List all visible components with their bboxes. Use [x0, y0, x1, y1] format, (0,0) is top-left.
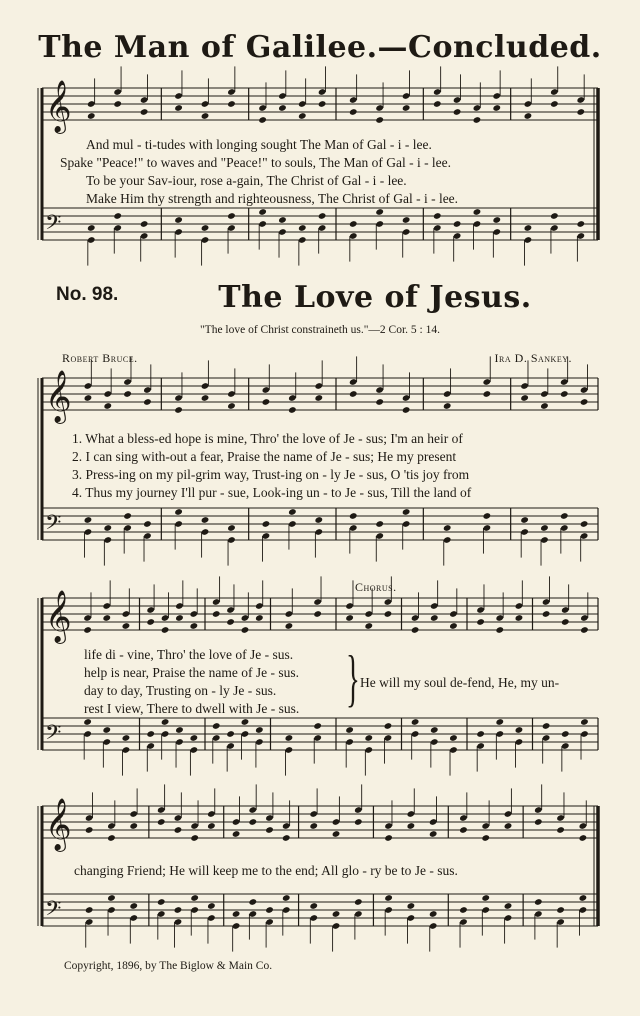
notehead — [84, 394, 93, 402]
notehead — [495, 718, 504, 726]
verse-brace: } — [346, 642, 360, 713]
treble-clef: 𝄞 — [45, 589, 72, 642]
hymn-title: The Love of Jesus. — [218, 280, 532, 315]
notehead — [314, 516, 323, 524]
notehead — [542, 610, 551, 618]
notehead — [278, 216, 287, 224]
notehead — [318, 212, 327, 220]
notehead — [102, 726, 111, 734]
notehead — [85, 906, 94, 914]
notehead — [402, 406, 411, 414]
notehead — [407, 902, 416, 910]
notehead — [123, 390, 132, 398]
notehead — [349, 108, 358, 116]
notehead — [384, 722, 393, 730]
notehead — [580, 626, 589, 634]
notehead — [364, 622, 373, 630]
notehead — [560, 512, 569, 520]
notehead — [282, 834, 291, 842]
copyright: Copyright, 1896, by The Biglow & Main Co. — [64, 960, 273, 972]
notehead — [402, 508, 411, 516]
notehead — [288, 406, 297, 414]
top-verse-line: And mul - ti-tudes with longing sought The Man of Gal - i - lee. — [86, 137, 432, 152]
notehead — [265, 906, 274, 914]
notehead — [146, 730, 155, 738]
notehead — [241, 718, 250, 726]
notehead — [129, 902, 138, 910]
notehead — [226, 618, 235, 626]
notehead — [207, 902, 216, 910]
notehead — [579, 834, 588, 842]
notehead — [123, 512, 132, 520]
notehead — [258, 116, 267, 124]
notehead — [384, 610, 393, 618]
top-hymn-verses — [60, 136, 459, 208]
verse-line: day to day, Trusting on - ly Je - sus. — [84, 683, 277, 698]
notehead — [349, 220, 358, 228]
notehead — [540, 524, 549, 532]
notehead — [402, 104, 411, 112]
notehead — [481, 894, 490, 902]
notehead — [309, 822, 318, 830]
bass-clef: 𝄢 — [45, 896, 62, 927]
notehead — [520, 516, 529, 524]
notehead — [433, 100, 442, 108]
notehead — [87, 112, 96, 120]
notehead — [473, 208, 482, 216]
notehead — [524, 112, 533, 120]
verses-part1 — [72, 430, 471, 502]
notehead — [561, 618, 570, 626]
notehead — [85, 826, 94, 834]
notehead — [227, 212, 236, 220]
notehead — [561, 730, 570, 738]
notehead — [576, 220, 585, 228]
notehead — [288, 508, 297, 516]
notehead — [576, 108, 585, 116]
notehead — [227, 100, 236, 108]
notehead — [298, 224, 307, 232]
notehead — [443, 402, 452, 410]
notehead — [201, 516, 210, 524]
bass-clef: 𝄢 — [45, 510, 62, 541]
notehead — [375, 398, 384, 406]
notehead — [473, 116, 482, 124]
verse-line: 4. Thus my journey I'll pur - sue, Look-ing un - to Je - sus, Till the land of — [72, 485, 472, 500]
notehead — [262, 520, 271, 528]
notehead — [407, 822, 416, 830]
notehead — [84, 516, 93, 524]
notehead — [354, 818, 363, 826]
notehead — [255, 726, 264, 734]
top-verse-line: Spake "Peace!" to waves and "Peace!" to souls, The Man of Gal - i - lee. — [60, 155, 452, 170]
notehead — [556, 826, 565, 834]
notehead — [313, 722, 322, 730]
notehead — [345, 726, 354, 734]
notehead — [278, 104, 287, 112]
notehead — [129, 822, 138, 830]
epigraph: "The love of Christ constraineth us."—2 Cor. 5 : 14. — [199, 324, 440, 336]
notehead — [212, 722, 221, 730]
notehead — [318, 100, 327, 108]
notehead — [402, 216, 411, 224]
notehead — [542, 722, 551, 730]
notehead — [161, 626, 170, 634]
notehead — [515, 726, 524, 734]
notehead — [265, 826, 274, 834]
notehead — [285, 622, 294, 630]
notehead — [258, 208, 267, 216]
notehead — [550, 212, 559, 220]
notehead — [492, 104, 501, 112]
notehead — [411, 626, 420, 634]
notehead — [248, 898, 257, 906]
notehead — [255, 614, 264, 622]
verse-line: help is near, Praise the name of Je - sus. — [84, 665, 300, 680]
notehead — [540, 402, 549, 410]
notehead — [524, 224, 533, 232]
notehead — [375, 520, 384, 528]
notehead — [190, 734, 199, 742]
notehead — [556, 906, 565, 914]
notehead — [309, 902, 318, 910]
notehead — [122, 622, 131, 630]
notehead — [174, 104, 183, 112]
notehead — [384, 894, 393, 902]
notehead — [83, 718, 92, 726]
notehead — [429, 910, 438, 918]
notehead — [349, 512, 358, 520]
notehead — [175, 726, 184, 734]
notehead — [262, 398, 271, 406]
notehead — [560, 390, 569, 398]
notehead — [174, 826, 183, 834]
notehead — [248, 818, 257, 826]
notehead — [226, 730, 235, 738]
notehead — [349, 390, 358, 398]
notehead — [102, 614, 111, 622]
notehead — [453, 220, 462, 228]
notehead — [580, 520, 589, 528]
hymn-number: No. 98. — [56, 284, 119, 305]
notehead — [103, 524, 112, 532]
notehead — [384, 834, 393, 842]
notehead — [459, 826, 468, 834]
notehead — [207, 822, 216, 830]
notehead — [313, 610, 322, 618]
notehead — [375, 208, 384, 216]
chorus-line-1: He will my soul de-fend, He, my un- — [360, 675, 560, 690]
notehead — [190, 834, 199, 842]
verse-line: life di - vine, Thro' the love of Je - sus. — [84, 647, 294, 662]
notehead — [314, 394, 323, 402]
notehead — [433, 212, 442, 220]
notehead — [113, 212, 122, 220]
verse-line: 2. I can sing with-out a fear, Praise the name of Je - sus; He my present — [72, 449, 457, 464]
notehead — [430, 726, 439, 734]
notehead — [483, 512, 492, 520]
notehead — [190, 622, 199, 630]
notehead — [492, 216, 501, 224]
notehead — [449, 734, 458, 742]
notehead — [227, 524, 236, 532]
notehead — [332, 910, 341, 918]
page-title-top-hymn: The Man of Galilee.—Concluded. — [38, 30, 602, 65]
arranger: Ira D. Sankey. — [494, 351, 572, 365]
notehead — [143, 520, 152, 528]
notehead — [107, 894, 116, 902]
notehead — [143, 398, 152, 406]
notehead — [232, 910, 241, 918]
notehead — [579, 894, 588, 902]
chorus-label: Chorus. — [355, 580, 397, 594]
top-verse-line: Make Him thy strength and righteousness, The Christ of Gal - i - lee. — [86, 191, 459, 206]
notehead — [453, 108, 462, 116]
notehead — [107, 834, 116, 842]
notehead — [175, 614, 184, 622]
notehead — [443, 524, 452, 532]
notehead — [375, 116, 384, 124]
notehead — [285, 734, 294, 742]
verse-line: 1. What a bless-ed hope is mine, Thro' the love of Je - sus; I'm an heir of — [72, 431, 463, 446]
notehead — [476, 618, 485, 626]
notehead — [174, 216, 183, 224]
notehead — [140, 220, 149, 228]
notehead — [504, 902, 513, 910]
notehead — [174, 508, 183, 516]
notehead — [411, 718, 420, 726]
notehead — [232, 830, 241, 838]
notehead — [504, 822, 513, 830]
notehead — [174, 406, 183, 414]
notehead — [87, 224, 96, 232]
notehead — [429, 830, 438, 838]
notehead — [157, 898, 166, 906]
notehead — [282, 894, 291, 902]
notehead — [201, 112, 210, 120]
notehead — [201, 394, 210, 402]
notehead — [430, 614, 439, 622]
notehead — [201, 224, 210, 232]
treble-clef: 𝄞 — [45, 79, 72, 132]
notehead — [83, 626, 92, 634]
notehead — [520, 394, 529, 402]
notehead — [476, 730, 485, 738]
notehead — [113, 100, 122, 108]
notehead — [227, 402, 236, 410]
notehead — [534, 818, 543, 826]
notehead — [298, 112, 307, 120]
notehead — [241, 626, 250, 634]
notehead — [146, 618, 155, 626]
verse-line: 3. Press-ing on my pil-grim way, Trust-ing on - ly Je - sus, O 'tis joy from — [72, 467, 470, 482]
notehead — [495, 626, 504, 634]
verse-line: rest I view, There to dwell with Je - sus. — [84, 701, 300, 716]
notehead — [580, 718, 589, 726]
notehead — [212, 610, 221, 618]
notehead — [481, 834, 490, 842]
composer: Robert Bruce. — [62, 351, 138, 365]
notehead — [190, 894, 199, 902]
notehead — [364, 734, 373, 742]
notehead — [449, 622, 458, 630]
notehead — [345, 614, 354, 622]
notehead — [174, 906, 183, 914]
notehead — [332, 830, 341, 838]
notehead — [157, 818, 166, 826]
treble-clef: 𝄞 — [45, 369, 72, 422]
chorus-line-2: changing Friend; He will keep me to the end; All glo - ry be to Je - sus. — [74, 863, 458, 878]
verses-part2 — [84, 646, 299, 718]
notehead — [354, 898, 363, 906]
notehead — [459, 906, 468, 914]
notehead — [140, 108, 149, 116]
notehead — [534, 898, 543, 906]
notehead — [580, 398, 589, 406]
bass-clef: 𝄢 — [45, 210, 62, 241]
notehead — [550, 100, 559, 108]
notehead — [515, 614, 524, 622]
notehead — [103, 402, 112, 410]
bass-clef: 𝄢 — [45, 720, 62, 751]
notehead — [483, 390, 492, 398]
notehead — [122, 734, 131, 742]
notehead — [161, 718, 170, 726]
treble-clef: 𝄞 — [45, 797, 72, 850]
top-verse-line: To be your Sav-iour, rose a-gain, The Christ of Gal - i - lee. — [86, 173, 407, 188]
